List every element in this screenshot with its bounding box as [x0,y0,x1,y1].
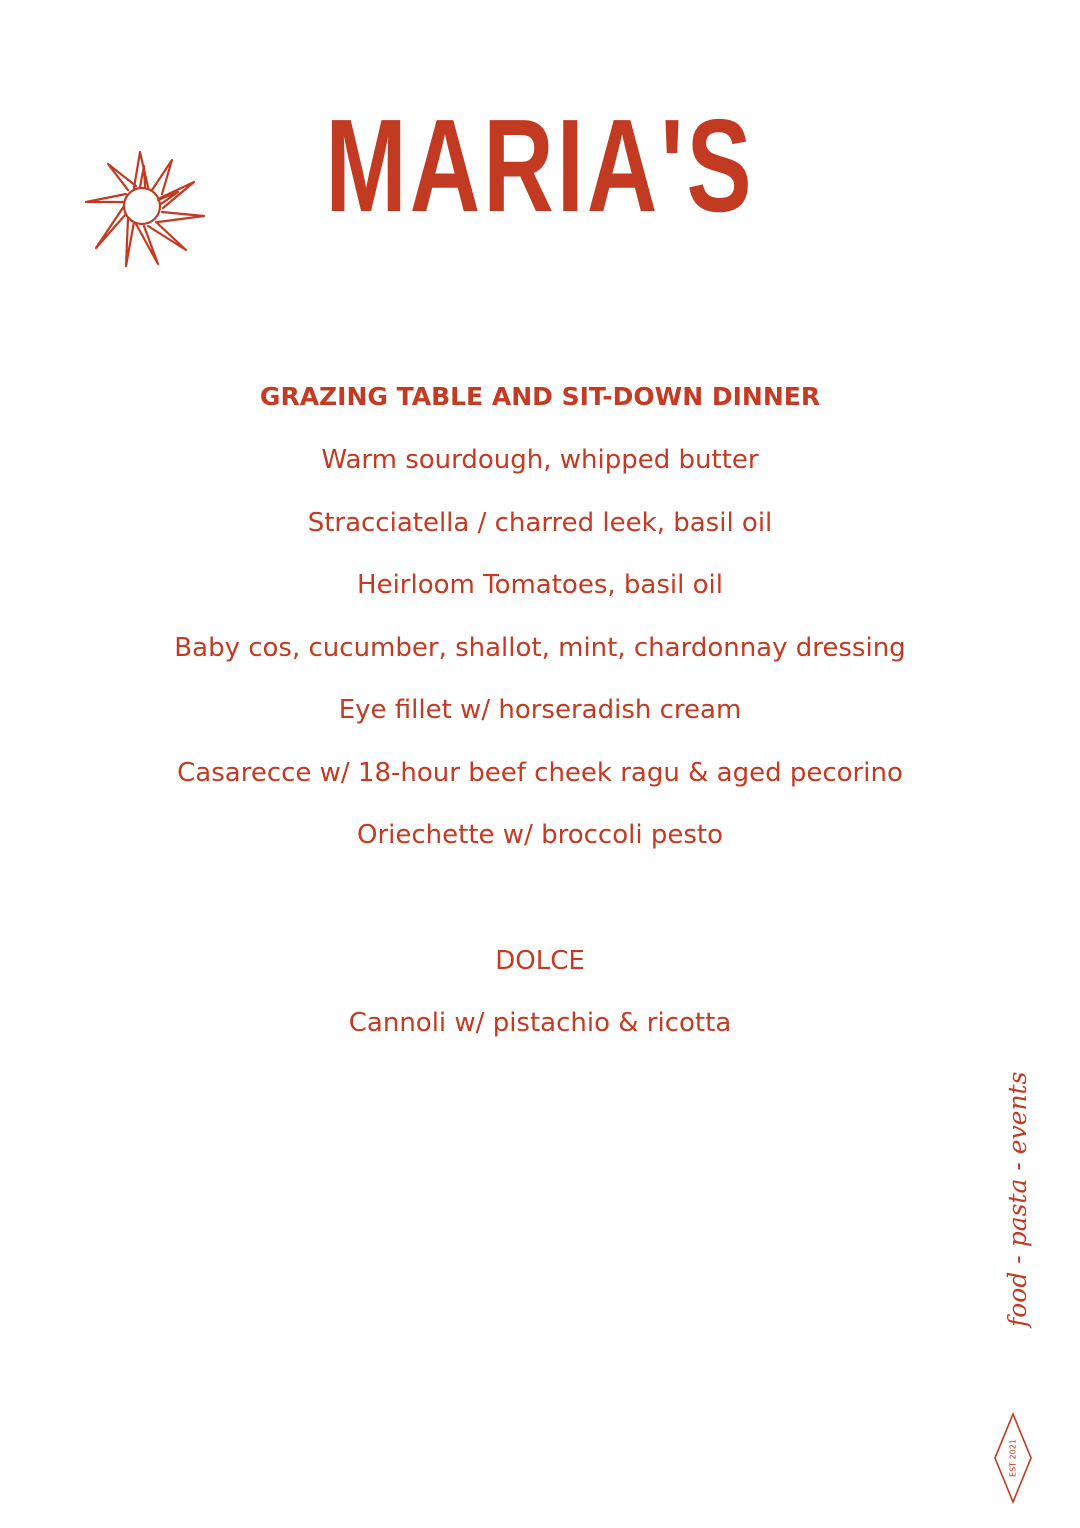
est-badge-text: EST 2021 [1008,1439,1018,1477]
menu-item: Eye fillet w/ horseradish cream [338,695,742,725]
menu-item: Warm sourdough, whipped butter [321,445,759,475]
menu-item: Baby cos, cucumber, shallot, mint, chardonnay dressing [174,633,906,663]
menu-item: Stracciatella / charred leek, basil oil [307,508,773,538]
menu-heading: GRAZING TABLE AND SIT-DOWN DINNER [259,382,821,411]
est-badge-icon [993,1412,1033,1504]
dessert-item: Cannoli w/ pistachio & ricotta [348,1008,732,1038]
tagline-text: food - pasta - events [1003,1071,1032,1327]
brand-title: MARIA'S [325,92,755,239]
menu-item: Heirloom Tomatoes, basil oil [357,570,723,600]
dessert-heading: DOLCE [495,946,585,976]
menu-item: Casarecce w/ 18-hour beef cheek ragu & aged pecorino [177,758,903,788]
menu-item: Oriechette w/ broccoli pesto [357,820,723,850]
